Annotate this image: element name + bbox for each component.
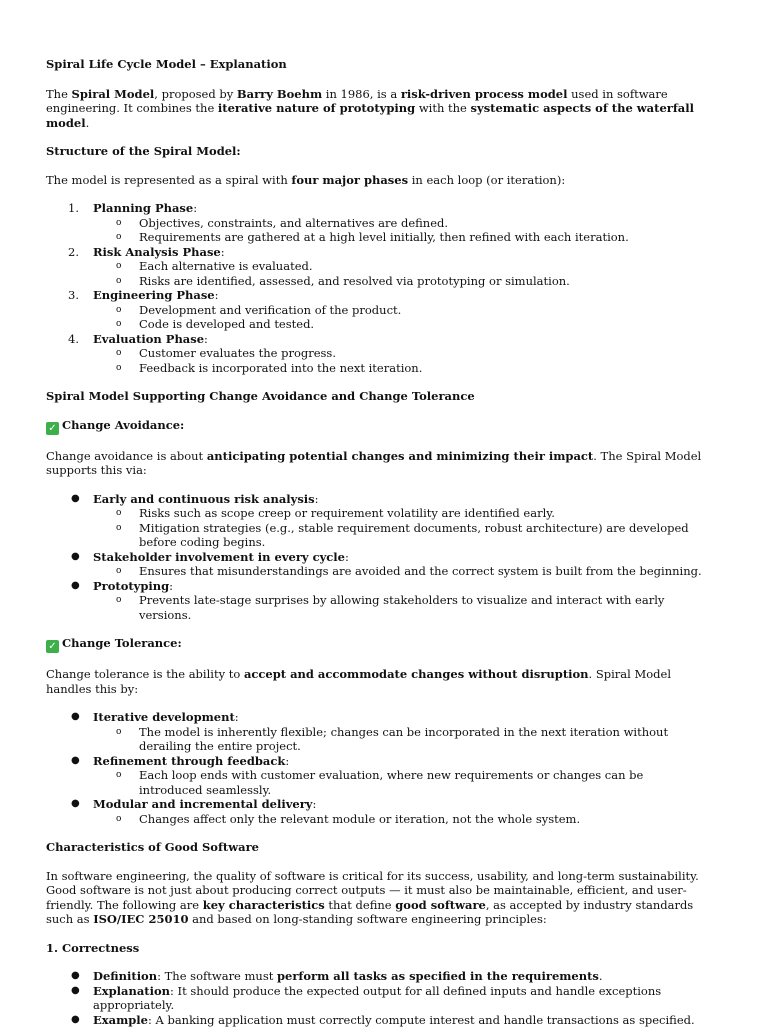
characteristics-paragraph: In software engineering, the quality of software is critical for its success, usability, and long-term sustainability. Good software is not just about producing correct outputs — it must also be maintainable, efficient, and user-friendly. The following are key characteristics that define good software, as accepted by industry standards such as ISO/IEC 25010 and based on long-standing software engineering principles: [46, 869, 710, 927]
list-item: ● Prototyping: o Prevents late-stage surprises by allowing stakeholders to visualize and interact with early versions. [46, 579, 710, 623]
list-item: o Changes affect only the relevant module or iteration, not the whole system. [46, 812, 710, 827]
list-item: o Prevents late-stage surprises by allowing stakeholders to visualize and interact with early versions. [46, 593, 710, 622]
phase-item: 3. Engineering Phase: o Development and verification of the product. o Code is developed and tested. [46, 288, 710, 332]
characteristics-heading: Characteristics of Good Software [46, 840, 710, 855]
circle-bullet-icon: o [116, 361, 121, 376]
bullet-icon: ● [71, 1013, 80, 1027]
bullet-icon: ● [71, 550, 80, 565]
list-item: o Code is developed and tested. [46, 317, 710, 332]
list-item: o Objectives, constraints, and alternatives are defined. [46, 216, 710, 231]
list-item: ● Definition: The software must perform all tasks as specified in the requirements. [46, 969, 710, 984]
list-item: o Customer evaluates the progress. [46, 346, 710, 361]
circle-bullet-icon: o [116, 317, 121, 332]
avoidance-paragraph: Change avoidance is about anticipating potential changes and minimizing their impact. The Spiral Model supports this via: [46, 449, 710, 478]
list-item: o Risks such as scope creep or requirement volatility are identified early. [46, 506, 710, 521]
tolerance-list [46, 710, 710, 826]
circle-bullet-icon: o [116, 259, 121, 274]
circle-bullet-icon: o [116, 593, 121, 608]
bullet-icon: ● [71, 984, 80, 999]
list-item: o Requirements are gathered at a high level initially, then refined with each iteration. [46, 230, 710, 245]
circle-bullet-icon: o [116, 346, 121, 361]
list-item: o Each loop ends with customer evaluation, where new requirements or changes can be introduced seamlessly. [46, 768, 710, 797]
list-item: ● Stakeholder involvement in every cycle: o Ensures that misunderstandings are avoided and the correct system is built from the beginning. [46, 550, 710, 579]
structure-heading: Structure of the Spiral Model: [46, 144, 710, 159]
circle-bullet-icon: o [116, 768, 121, 783]
circle-bullet-icon: o [116, 216, 121, 231]
check-mark-icon: ✓ [46, 422, 59, 435]
circle-bullet-icon: o [116, 230, 121, 245]
circle-bullet-icon: o [116, 274, 121, 289]
phases-list [46, 201, 710, 375]
phase-item: 2. Risk Analysis Phase: o Each alternative is evaluated. o Risks are identified, assessed, and resolved via prototyping or simulation. [46, 245, 710, 289]
circle-bullet-icon: o [116, 303, 121, 318]
list-item: ● Early and continuous risk analysis: o Risks such as scope creep or requirement volatility are identified early. o Mitigation strategies (e.g., stable requirement documents, robust architecture) are developed before coding begins. [46, 492, 710, 550]
circle-bullet-icon: o [116, 725, 121, 740]
list-item: ● Explanation: It should produce the expected output for all defined inputs and handle exceptions appropriately. [46, 984, 710, 1013]
bullet-icon: ● [71, 754, 80, 769]
doc-title: Spiral Life Cycle Model – Explanation [46, 57, 710, 72]
tolerance-paragraph: Change tolerance is the ability to accept and accommodate changes without disruption. Spiral Model handles this by: [46, 667, 710, 696]
circle-bullet-icon: o [116, 521, 121, 536]
change-heading: Spiral Model Supporting Change Avoidance and Change Tolerance [46, 389, 710, 404]
tolerance-heading: ✓ Change Tolerance: [46, 636, 710, 653]
list-item: ● Modular and incremental delivery: o Changes affect only the relevant module or iteration, not the whole system. [46, 797, 710, 826]
structure-intro: The model is represented as a spiral with four major phases in each loop (or iteration): [46, 173, 710, 188]
list-item: o Development and verification of the product. [46, 303, 710, 318]
avoidance-heading: ✓ Change Avoidance: [46, 418, 710, 435]
phase-item: 1. Planning Phase: o Objectives, constraints, and alternatives are defined. o Requirements are gathered at a high level initially, then refined with each iteration. [46, 201, 710, 245]
list-item: ● Refinement through feedback: o Each loop ends with customer evaluation, where new requirements or changes can be introduced seamlessly. [46, 754, 710, 798]
list-item: o Ensures that misunderstandings are avoided and the correct system is built from the beginning. [46, 564, 710, 579]
check-mark-icon: ✓ [46, 640, 59, 653]
list-item: o Feedback is incorporated into the next iteration. [46, 361, 710, 376]
correctness-list [46, 969, 710, 1027]
circle-bullet-icon: o [116, 506, 121, 521]
intro-paragraph: The Spiral Model, proposed by Barry Boehm in 1986, is a risk-driven process model used in software engineering. It combines the iterative nature of prototyping with the systematic aspects of the waterfall model. [46, 87, 710, 131]
avoidance-list [46, 492, 710, 623]
bullet-icon: ● [71, 969, 80, 984]
list-item: o The model is inherently flexible; changes can be incorporated in the next iteration without derailing the entire project. [46, 725, 710, 754]
bullet-icon: ● [71, 710, 80, 725]
list-item: o Risks are identified, assessed, and resolved via prototyping or simulation. [46, 274, 710, 289]
list-item: ● Example: A banking application must correctly compute interest and handle transactions as specified. [46, 1013, 710, 1027]
circle-bullet-icon: o [116, 564, 121, 579]
list-item: ● Iterative development: o The model is inherently flexible; changes can be incorporated in the next iteration without derailing the entire project. [46, 710, 710, 754]
circle-bullet-icon: o [116, 812, 121, 827]
list-item: o Each alternative is evaluated. [46, 259, 710, 274]
document-page [46, 57, 710, 1027]
correctness-heading: 1. Correctness [46, 941, 710, 956]
list-item: o Mitigation strategies (e.g., stable requirement documents, robust architecture) are developed before coding begins. [46, 521, 710, 550]
bullet-icon: ● [71, 797, 80, 812]
bullet-icon: ● [71, 579, 80, 594]
bullet-icon: ● [71, 492, 80, 507]
phase-item: 4. Evaluation Phase: o Customer evaluates the progress. o Feedback is incorporated into the next iteration. [46, 332, 710, 376]
